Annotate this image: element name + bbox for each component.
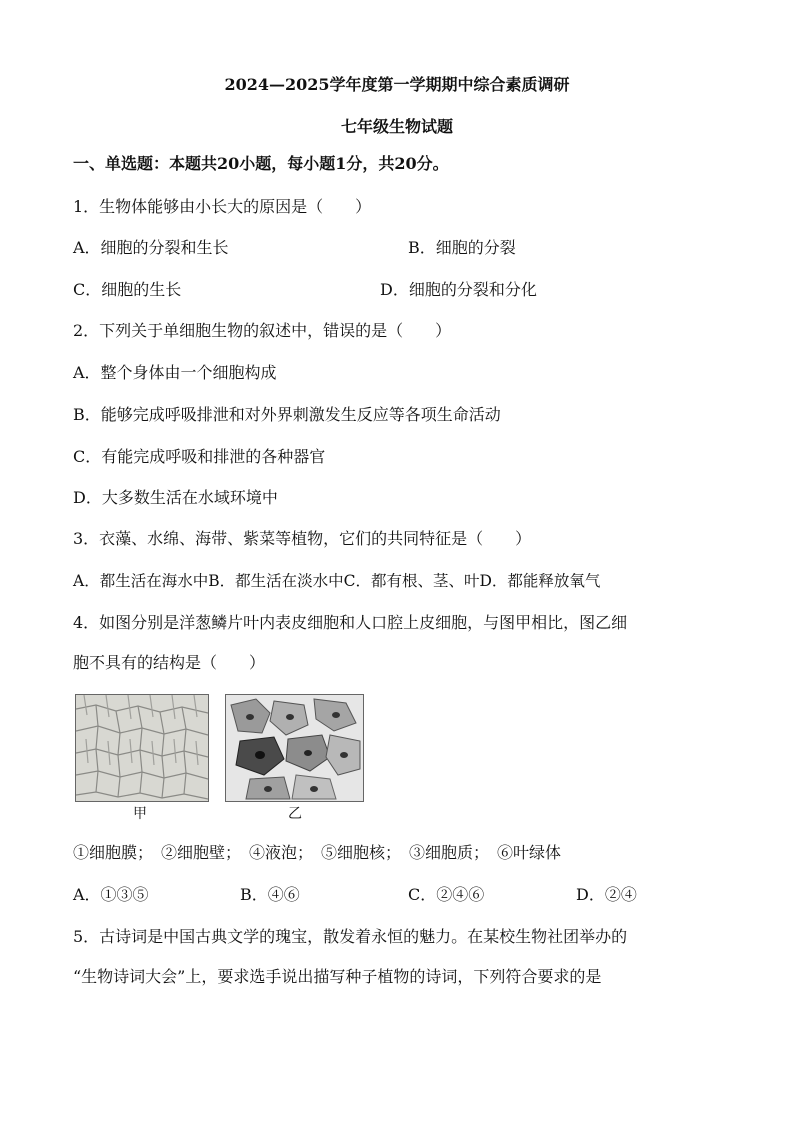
onion-cell-drawing — [76, 695, 208, 801]
question-4-option-d: D．②④ — [576, 885, 637, 904]
exam-subtitle: 七年级生物试题 — [340, 117, 453, 136]
question-2-option-c: C．有能完成呼吸和排泄的各种器官 — [73, 447, 326, 466]
question-2-option-b: B．能够完成呼吸排泄和对外界刺激发生反应等各项生命活动 — [73, 405, 501, 424]
question-5-stem-line1: 5．古诗词是中国古典文学的瑰宝，散发着永恒的魅力。在某校生物社团举办的 — [73, 927, 628, 946]
question-4-option-b: B．④⑥ — [240, 885, 300, 904]
question-4-stem-line2: 胞不具有的结构是（ ） — [73, 653, 266, 672]
question-4-stem-line1: 4．如图分别是洋葱鳞片叶内表皮细胞和人口腔上皮细胞，与图甲相比，图乙细 — [73, 613, 628, 632]
question-2-option-a: A．整个身体由一个细胞构成 — [73, 363, 277, 382]
figure-b-label: 乙 — [288, 806, 302, 822]
cheek-cell-figure — [225, 694, 364, 802]
exam-title: 2024—2025学年度第一学期期中综合素质调研 — [224, 75, 570, 94]
question-1-option-c: C．细胞的生长 — [73, 280, 182, 299]
cheek-cell-drawing — [226, 695, 363, 801]
question-1-option-a: A．细胞的分裂和生长 — [73, 238, 229, 257]
question-1-stem: 1．生物体能够由小长大的原因是（ ） — [73, 197, 372, 216]
question-3-stem: 3．衣藻、水绵、海带、紫菜等植物，它们的共同特征是（ ） — [73, 529, 532, 548]
onion-cell-figure — [75, 694, 209, 802]
question-4-structure-items: ①细胞膜； ②细胞壁； ④液泡； ⑤细胞核； ③细胞质； ⑥叶绿体 — [73, 843, 562, 862]
question-5-stem-line2: “生物诗词大会”上，要求选手说出描写种子植物的诗词，下列符合要求的是 — [73, 967, 602, 986]
question-3-options: A．都生活在海水中B．都生活在淡水中C．都有根、茎、叶D．都能释放氧气 — [73, 572, 601, 590]
question-1-option-b: B．细胞的分裂 — [408, 238, 516, 257]
question-4-option-c: C．②④⑥ — [408, 885, 485, 904]
question-2-stem: 2．下列关于单细胞生物的叙述中，错误的是（ ） — [73, 321, 452, 340]
question-1-option-d: D．细胞的分裂和分化 — [380, 280, 537, 299]
section-heading: 一、单选题：本题共20小题，每小题1分，共20分。 — [73, 154, 449, 173]
question-2-option-d: D．大多数生活在水域环境中 — [73, 488, 278, 507]
figure-a-label: 甲 — [133, 806, 147, 822]
question-4-option-a: A．①③⑤ — [73, 885, 149, 904]
